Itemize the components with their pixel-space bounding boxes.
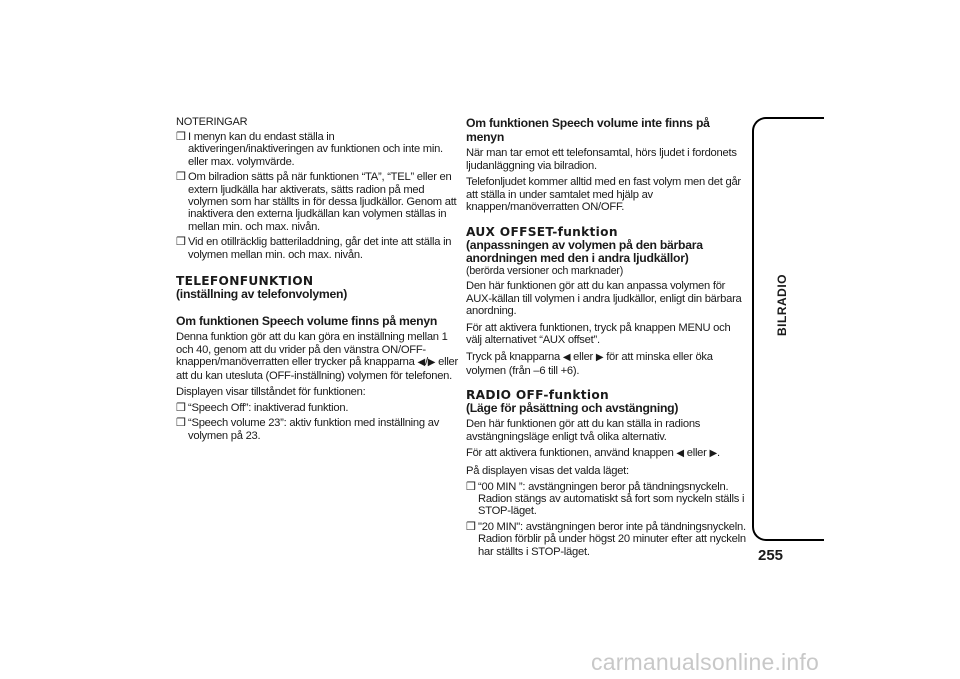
radio-paragraph-2: För att aktivera funktionen, använd knappen ◀ eller ▶. [466,447,720,460]
radio-off-subheading: (Läge för påsättning och avstängning) [466,401,679,416]
bullet-icon: ❒ [176,171,186,184]
left-arrow-icon: ◀ [562,351,571,363]
radio-item: ❒ “00 MIN ”: avstängningen beror på tändningsnyckeln. Radion stängs av automatiskt så fort som nyckeln ställs i STOP-läget. [466,480,745,518]
aux-versions-note: (berörda versioner och marknader) [466,264,624,277]
bullet-icon: ❒ [176,236,186,249]
radio-paragraph-1: Den här funktionen gör att du kan ställa in radions avstängningsläge enligt två olika alternativ. [466,418,701,443]
chapter-tab-label: BILRADIO [775,274,789,336]
bullet-icon: ❒ [176,402,186,415]
right-arrow-icon: ▶ [709,448,717,460]
bullet-icon: ❒ [466,520,476,533]
right-arrow-icon: ▶ [427,357,436,369]
radio-off-heading: RADIO OFF-funktion [466,388,609,403]
speech-item: ❒ “Speech Off”: inaktiverad funktion. [176,402,349,415]
speech-off-paragraph-2: Telefonljudet kommer alltid med en fast volym men det går att ställa in under samtalet med hjälp av knappen/manöverratten ON/OFF. [466,176,741,214]
aux-heading: AUX OFFSET-funktion [466,224,618,239]
left-arrow-icon: ◀ [676,448,684,460]
left-column [176,116,458,442]
speech-off-heading: Om funktionen Speech volume inte finns på menyn [466,116,710,144]
left-arrow-icon: ◀ [417,357,425,369]
note-item: ❒ Om bilradion sätts på när funktionen “TA”, “TEL” eller en extern ljudkälla har aktiverats, sätts radion på med volymen som har ställts in för dessa ljudkällor. Genom att inaktivera den externa ljudkällan kan volymen ställas in mellan min. och max. nivån. [176,171,457,233]
speech-item: ❒ “Speech volume 23”: aktiv funktion med inställning av volymen på 23. [176,417,440,442]
note-item: ❒ I menyn kan du endast ställa in aktiveringen/inaktiveringen av funktionen och inte min. eller max. volymvärde. [176,131,443,168]
speech-on-heading: Om funktionen Speech volume finns på menyn [176,314,438,329]
speech-on-paragraph: Denna funktion gör att du kan göra en inställning mellan 1 och 40, genom att du vrider på den vänstra ON/OFF-knappen/manöverratten eller trycker på knapparna ◀/▶ eller att du kan utesluta (OFF-inställning) volymen för telefonen. [176,331,458,382]
aux-paragraph-3: Tryck på knapparna ◀ eller ▶ för att minska eller öka volymen (från –6 till +6). [466,350,713,377]
telefon-heading: TELEFONFUNKTION [176,274,314,289]
right-column [466,116,748,558]
speech-on-display-text: Displayen visar tillståndet för funktionen: [176,386,366,399]
page-number: 255 [758,547,784,564]
slash-separator: / [424,356,428,369]
telefon-subheading: (inställning av telefonvolymen) [176,287,348,302]
watermark: carmanualsonline.info [591,649,819,675]
radio-item: ❒ "20 MIN": avstängningen beror inte på tändningsnyckeln. Radion förblir på under högst 20 minuter efter att nyckeln har ställts i STOP-läget. [466,520,746,558]
bullet-icon: ❒ [176,417,186,430]
note-item: ❒ Vid en otillräcklig batteriladdning, går det inte att ställa in volymen mellan min. och max. nivån. [176,236,452,261]
aux-subheading: (anpassningen av volymen på den bärbara anordningen med den i andra ljudkällor) [466,237,703,265]
aux-paragraph-1: Den här funktionen gör att du kan anpassa volymen för AUX-källan till volymen i andra ljudkällor, enligt din bärbara anordning. [466,279,742,318]
bullet-icon: ❒ [466,480,476,493]
aux-paragraph-2: För att aktivera funktionen, tryck på knappen MENU och välj alternativet “AUX offset”. [466,321,731,347]
speech-off-paragraph-1: När man tar emot ett telefonsamtal, hörs ljudet i fordonets ljudanläggning via bilradion. [466,147,737,172]
radio-paragraph-3: På displayen visas det valda läget: [466,464,629,477]
notes-title: NOTERINGAR [176,116,248,128]
right-arrow-icon: ▶ [595,351,604,363]
bullet-icon: ❒ [176,131,186,143]
